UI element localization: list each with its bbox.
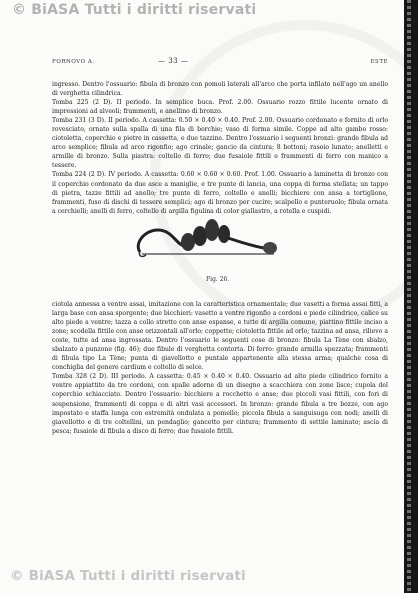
bronze-fibula-icon: [132, 208, 308, 274]
copyright-watermark-bottom: © BiASA Tutti i diritti riservati: [10, 568, 246, 584]
paragraph: ingresso. Dentro l'ossuario: fibula di bronzo con pomoli laterali all'arco che porta infilato nell'ago un anello di verghetta cilindrica.: [52, 81, 388, 98]
paragraph: Tomba 224 (2 D). IV periodo. A cassetta: 0.60 × 0.60 × 0.60. Prof. 1.00. Ossuario a laminetta di bronzo con il coperchio cordonato da due asce a maniglie, e tre punte di lancia, una coppa di forma stellata; un tappo di pietra, tazze fittili ad anello; tre punte di ferro, coltello e anelli; bicchiere con ansa a tortiglione, frammenti, fuso di dischi di tessere semplici; ago di bronzo per cucire; scalpello e punteruolo; fibula ornata a cerchielli; anelli di ferro, coltello di argilla figulina di color giallastro, a rotella e cuspidi.: [52, 171, 388, 215]
paragraph: Tomba 328 (2 D). III periodo. A cassetta: 0.45 × 0.40 × 0.40. Ossuario ad alto piede cilindrico fornito a ventre appiattito da tre cordoni, con spalle adorne di un disegno a scacchiera con zone lisce; cupola del coperchio schiacciato. Dentro l'ossuario: bicchiere a rocchetto e anse; due piccoli vasi fittili, con fori di sospensione, frammenti di coppa e di altri vasi accessori. In bronzo: grande fibula a tre bozze, con ago impostato e staffa lunga con estremità ondulata a pomello; piccola fibula a sanguisuga con nodi; anelli di giavellotto e di tre coltellini, un pendaglio; gancetto per cintura; frammento di settile laminato; ascia di pesca; fusaiole di fibula a disco di ferro; due fusaiole fittili.: [52, 373, 388, 435]
figure: [132, 208, 308, 292]
body-text-bottom: [52, 300, 388, 436]
figure-caption: Fig. 26.: [206, 276, 230, 283]
running-header: [52, 57, 388, 69]
book-spine-edge: [404, 0, 418, 593]
paragraph: ciotola annessa a ventre assai, imitazione con la caratteristica ornamentale; due vasetti a forma assai fitti, a larga base con ansa sporgente; due bicchieri: vasetto a ventre rigonfio a cordoni e piede cilindrico, calice su alto piede a ventre; tazza a collo stretto con anse espanse, e tutte di argilla comune, piattino fittile inciso a zone; scodella fittile con anse orizzontali all'orlo; coppette; ciotoletta fittile ad orlo; tazzina ad ansa, rilievo a coste, tutte ad ansa ingrossata. Dentro l'ossuario le seguenti cose di bronzo: fibula La Tène con sbalzo, sbalzato a punzone (fig. 46); due fibule di verghetta contorta. Di ferro: grande armilla spezzata; frammenti di fibula tipo La Tène; punta di giavellotto e puntale appartenente alla stessa arma; qualche cosa di conchiglia del genere cardium e coltello di selce.: [52, 301, 388, 372]
paragraph: Tomba 225 (2 D). II periodo. In semplice buca. Prof. 2.00. Ossuario rozzo fittile lucente ornato di impressioni ad alveoli; frammenti, e anellino di bronzo.: [52, 99, 388, 116]
body-text-top: [52, 80, 388, 216]
paragraph: Tomba 231 (3 D). II periodo. A cassetta: 0.50 × 0.40 × 0.40. Prof. 2.00. Ossuario cordonato e fornito di orlo rovesciato, ornato sulla spalla di una fila di borchie; vaso di forma simile. Coppe ad alto gambo rosso: ciotoletta, coperchio e pietre in cassetta, e due tazzine. Dentro l'ossuario i seguenti bronzi: grande fibula ad arco semplice; fibula ad arco rigonfio; ago crinale; gancio da cintura; 8 bottoni; rasoio lunato; anelletti e armille di bronzo. Sulla piastra: coltello di ferro; due fusaiole fittili e frammenti di ferro con manico a tessere.: [52, 117, 388, 170]
page-number: — 33 —: [158, 57, 189, 65]
page-edge-strip: [407, 0, 411, 593]
copyright-watermark-top: © BiASA Tutti i diritti riservati: [12, 2, 257, 18]
header-right: ESTE: [370, 59, 388, 65]
header-left: FORNOVO A.: [52, 59, 95, 65]
